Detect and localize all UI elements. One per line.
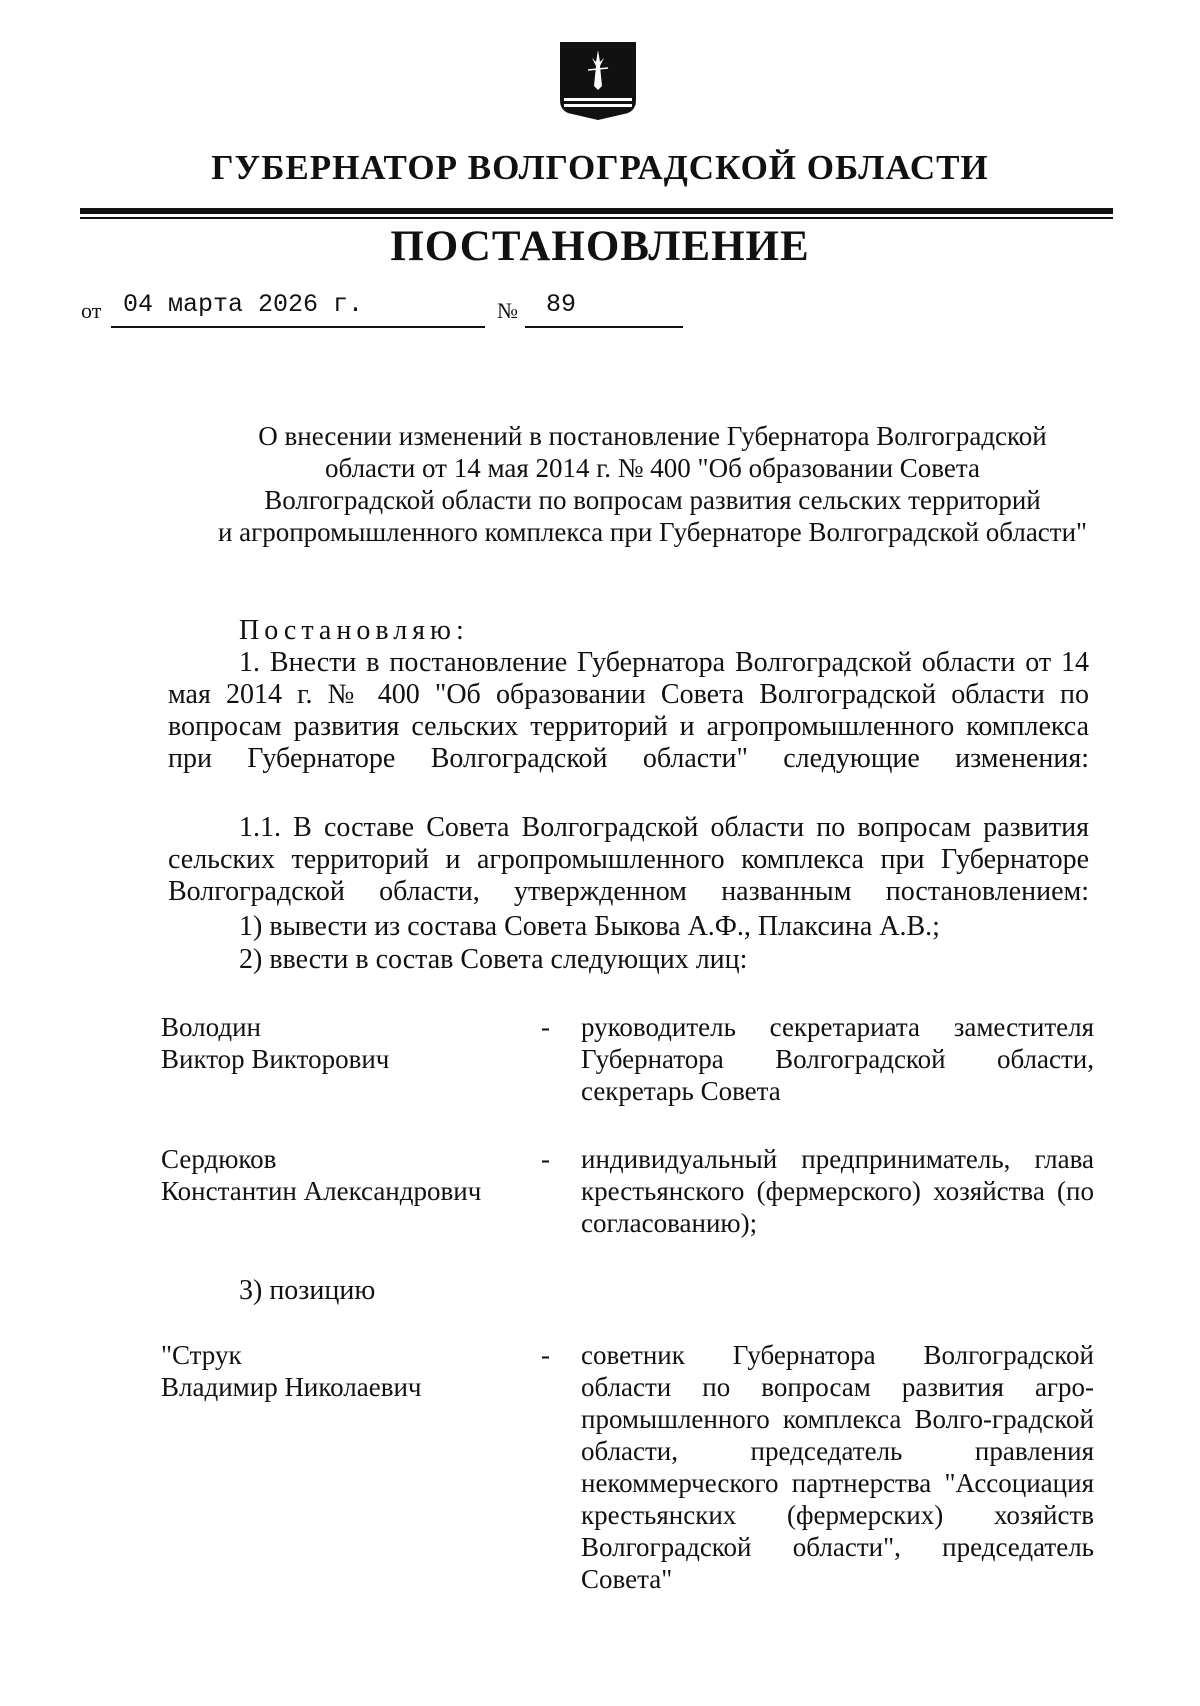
number-underline bbox=[525, 326, 683, 328]
sub-item-2: 2) ввести в состав Совета следующих лиц: bbox=[239, 944, 748, 975]
header-rule-thin bbox=[80, 217, 1113, 219]
number-value: 89 bbox=[546, 290, 577, 319]
decree-word: Постановляю: bbox=[239, 615, 469, 646]
member-surname: Володин bbox=[161, 1012, 261, 1042]
member-role: советник Губернатора Волгоградской области по вопросам развития агро-промышленного комплекса Волго-градской области, председатель правления некоммерческого партнерства "Ассоциация крестьянских (фермерских) хозяйств Волгоградской области", председатель Совета" bbox=[581, 1340, 1094, 1594]
member-role: руководитель секретариата заместителя Губернатора Волгоградской области, секретарь Совета bbox=[581, 1012, 1094, 1106]
subject-line: О внесении изменений в постановление Губернатора Волгоградской bbox=[258, 421, 1047, 451]
subject-line: и агропромышленного комплекса при Губернаторе Волгоградской области" bbox=[217, 517, 1088, 547]
member-surname: Сердюков bbox=[161, 1144, 277, 1174]
item-1: 1. Внести в постановление Губернатора Волгоградской области от 14 мая 2014 г. № 400 "Об образовании Совета Волгоградской области по вопросам развития сельских территорий и агропромышленного комплекса при Губернаторе Волгоградской области" следующие изменения: bbox=[168, 647, 1089, 774]
date-underline bbox=[111, 326, 485, 328]
number-label: № bbox=[497, 298, 518, 323]
subject-heading bbox=[200, 420, 1105, 548]
document-type: ПОСТАНОВЛЕНИЕ bbox=[390, 223, 810, 270]
member-given-names: Виктор Викторович bbox=[161, 1044, 390, 1074]
subject-line: области от 14 мая 2014 г. № 400 "Об образовании Совета bbox=[325, 453, 980, 483]
member-role: индивидуальный предприниматель, глава крестьянского (фермерского) хозяйства (по согласованию); bbox=[581, 1144, 1094, 1238]
item-1-1: 1.1. В составе Совета Волгоградской области по вопросам развития сельских территорий и агропромышленного комплекса при Губернаторе Волгоградской области, утвержденном названным постановлением: bbox=[168, 812, 1089, 907]
date-value: 04 марта 2026 г. bbox=[123, 290, 364, 319]
authority-title: ГУБЕРНАТОР ВОЛГОГРАДСКОЙ ОБЛАСТИ bbox=[211, 148, 989, 187]
member-dash: - bbox=[541, 1144, 550, 1174]
subject-line: Волгоградской области по вопросам развития сельских территорий bbox=[264, 485, 1041, 515]
date-label: от bbox=[81, 298, 102, 323]
member-surname: "Струк bbox=[161, 1340, 242, 1370]
sub-item-3: 3) позицию bbox=[239, 1275, 376, 1306]
emblem-icon bbox=[558, 40, 638, 122]
member-dash: - bbox=[541, 1340, 550, 1370]
member-dash: - bbox=[541, 1012, 550, 1042]
header-rule-thick bbox=[80, 208, 1113, 214]
member-given-names: Константин Александрович bbox=[161, 1176, 482, 1206]
member-given-names: Владимир Николаевич bbox=[161, 1372, 422, 1402]
sub-item-1: 1) вывести из состава Совета Быкова А.Ф., Плаксина А.В.; bbox=[239, 911, 940, 942]
